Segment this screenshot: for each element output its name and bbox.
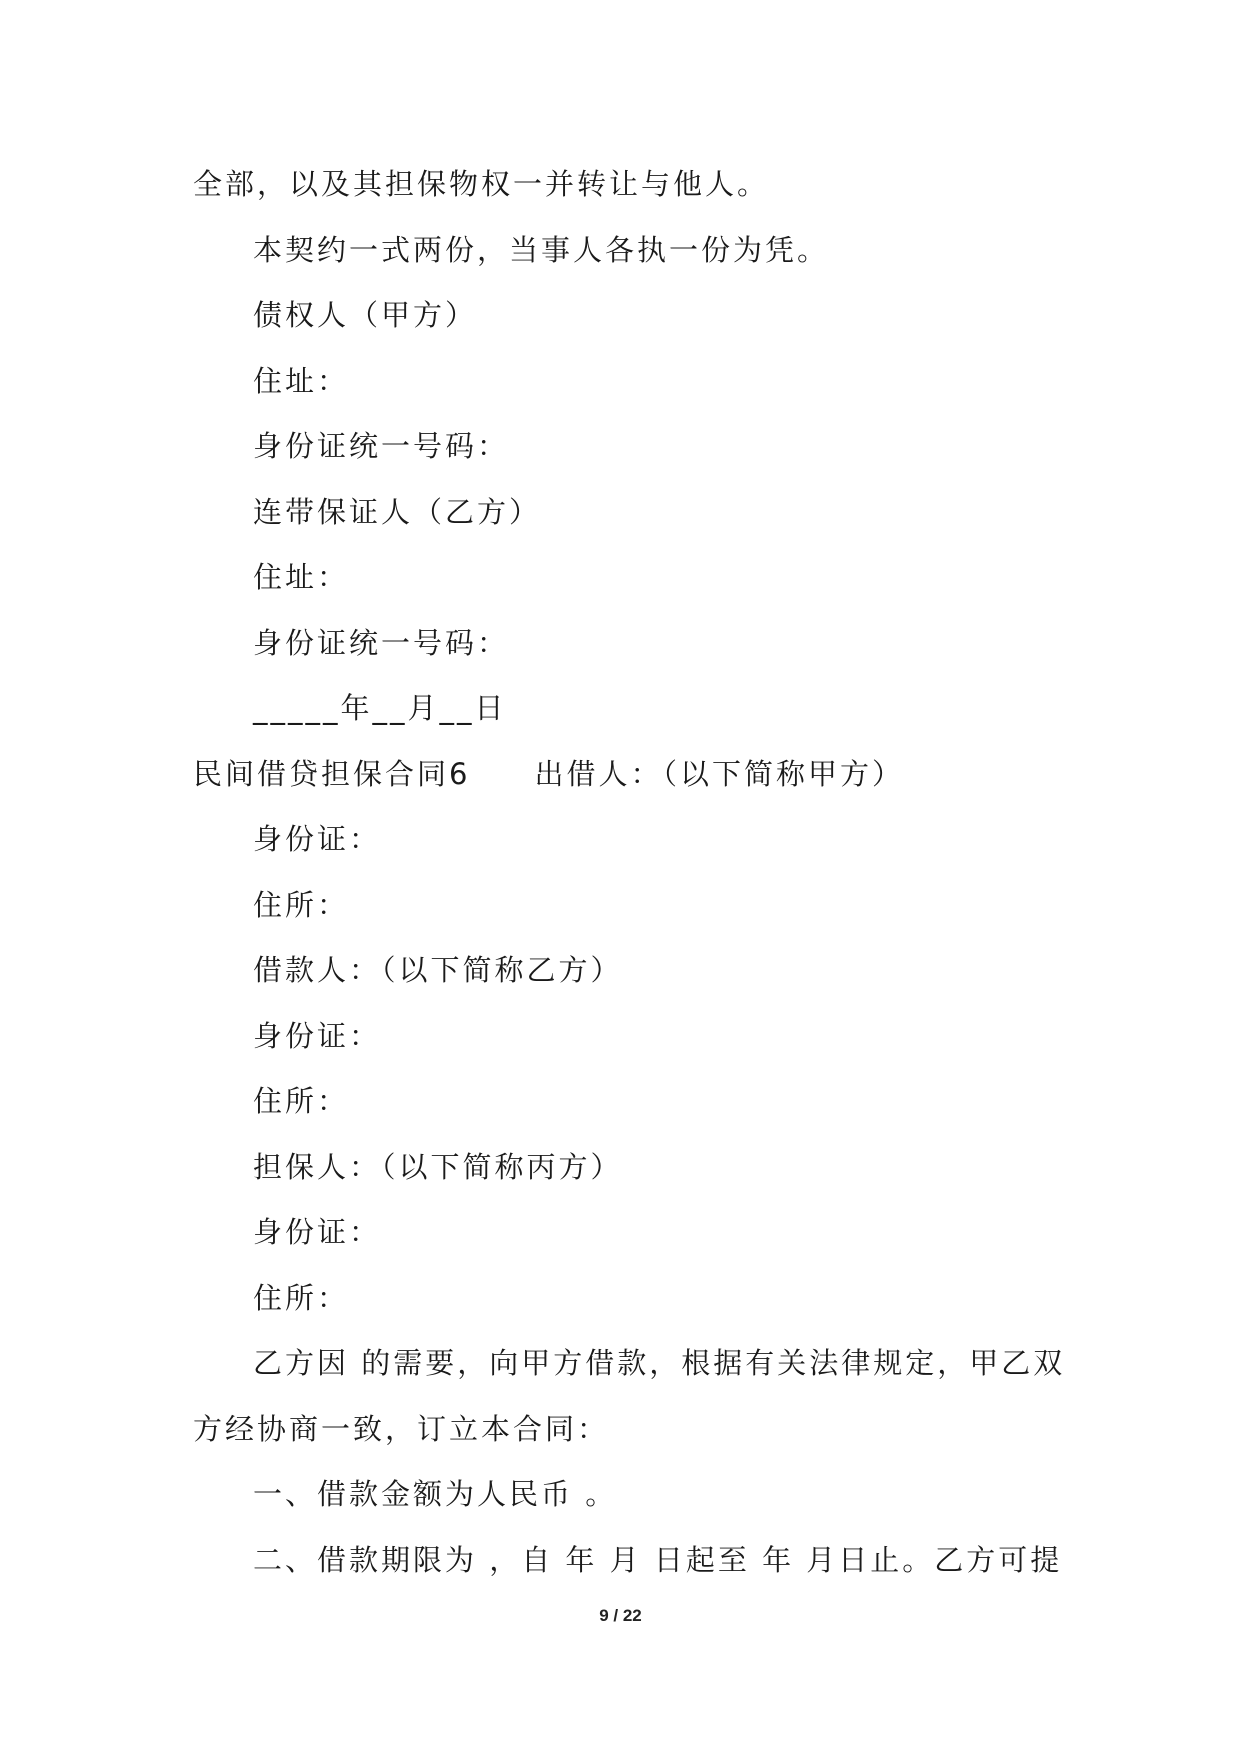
body-line-continuation: 全部，以及其担保物权一并转让与他人。 — [193, 167, 770, 201]
body-line-borrower-residence: 住所： — [253, 1084, 350, 1118]
body-line-lender-residence: 住所： — [253, 887, 350, 922]
body-line-borrower-id: 身份证： — [253, 1018, 382, 1053]
body-line-surety-id: 身份证： — [253, 1215, 382, 1249]
body-line-surety-residence: 住所： — [253, 1280, 350, 1315]
body-line-preamble: 乙方因 的需要，向甲方借款，根据有关法律规定，甲乙双 — [253, 1346, 1066, 1380]
body-line-guarantor-address: 住址： — [253, 560, 350, 594]
body-line-date: _____年__月__日 — [253, 691, 507, 725]
body-line-copies-clause: 本契约一式两份，当事人各执一份为凭。 — [253, 232, 830, 267]
body-line-creditor-address: 住址： — [253, 363, 350, 398]
body-line-creditor-id: 身份证统一号码： — [253, 429, 510, 463]
document-body — [193, 158, 1066, 1599]
body-line-preamble-continued: 方经协商一致，订立本合同： — [193, 1411, 610, 1446]
body-line-surety-heading: 担保人：（以下简称丙方） — [253, 1149, 623, 1184]
body-line-clause-term: 二、借款期限为 ，自 年 月 日起至 年 月日止。乙方可提 — [253, 1542, 1063, 1577]
body-line-lender-id: 身份证： — [253, 822, 382, 856]
body-line-contract-title: 民间借贷担保合同6 出借人：（以下简称甲方） — [193, 756, 904, 791]
body-line-guarantor-id: 身份证统一号码： — [253, 625, 510, 660]
body-line-guarantor-heading: 连带保证人（乙方） — [253, 494, 542, 529]
body-line-creditor-heading: 债权人（甲方） — [253, 298, 478, 332]
page-number: 9 / 22 — [599, 1606, 642, 1625]
body-line-borrower-heading: 借款人：（以下简称乙方） — [253, 953, 623, 987]
body-line-clause-amount: 一、借款金额为人民币 。 — [253, 1477, 618, 1511]
